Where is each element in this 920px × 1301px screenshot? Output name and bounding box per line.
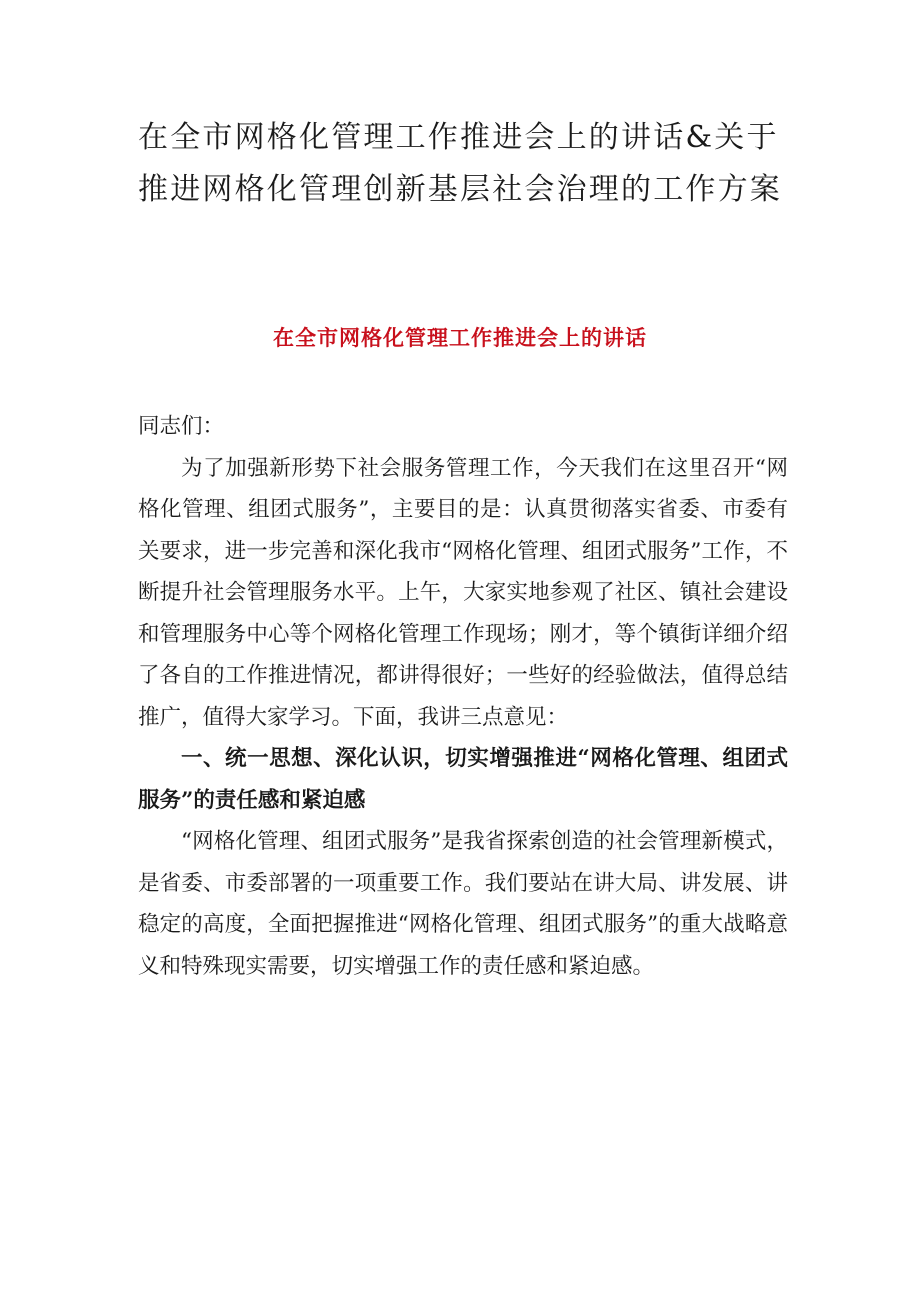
section-heading-1: 一、统一思想、深化认识，切实增强推进“网格化管理、组团式服务”的责任感和紧迫感	[138, 746, 788, 813]
paragraph-intro: 为了加强新形势下社会服务管理工作，今天我们在这里召开“网格化管理、组团式服务”，主要目的是：认真贯彻落实省委、市委有关要求，进一步完善和深化我市“网格化管理、组团式服务”工作，不断提升社会管理服务水平。上午，大家实地参观了社区、镇社会建设和管理服务中心等个网格化管理工作现场；刚才，等个镇街详细介绍了各自的工作推进情况，都讲得很好；一些好的经验做法，值得总结推广，值得大家学习。下面，我讲三点意见：	[138, 455, 788, 730]
paragraph-section-1: “网格化管理、组团式服务”是我省探索创造的社会管理新模式，是省委、市委部署的一项重要工作。我们要站在讲大局、讲发展、讲稳定的高度，全面把握推进“网格化管理、组团式服务”的重大战略意义和特殊现实需要，切实增强工作的责任感和紧迫感。	[138, 829, 788, 979]
document-body	[138, 406, 788, 987]
salutation: 同志们：	[138, 414, 225, 439]
speech-title: 在全市网格化管理工作推进会上的讲话	[273, 325, 647, 350]
document-title: 在全市网格化管理工作推进会上的讲话&关于推进网格化管理创新基层社会治理的工作方案	[138, 120, 782, 207]
